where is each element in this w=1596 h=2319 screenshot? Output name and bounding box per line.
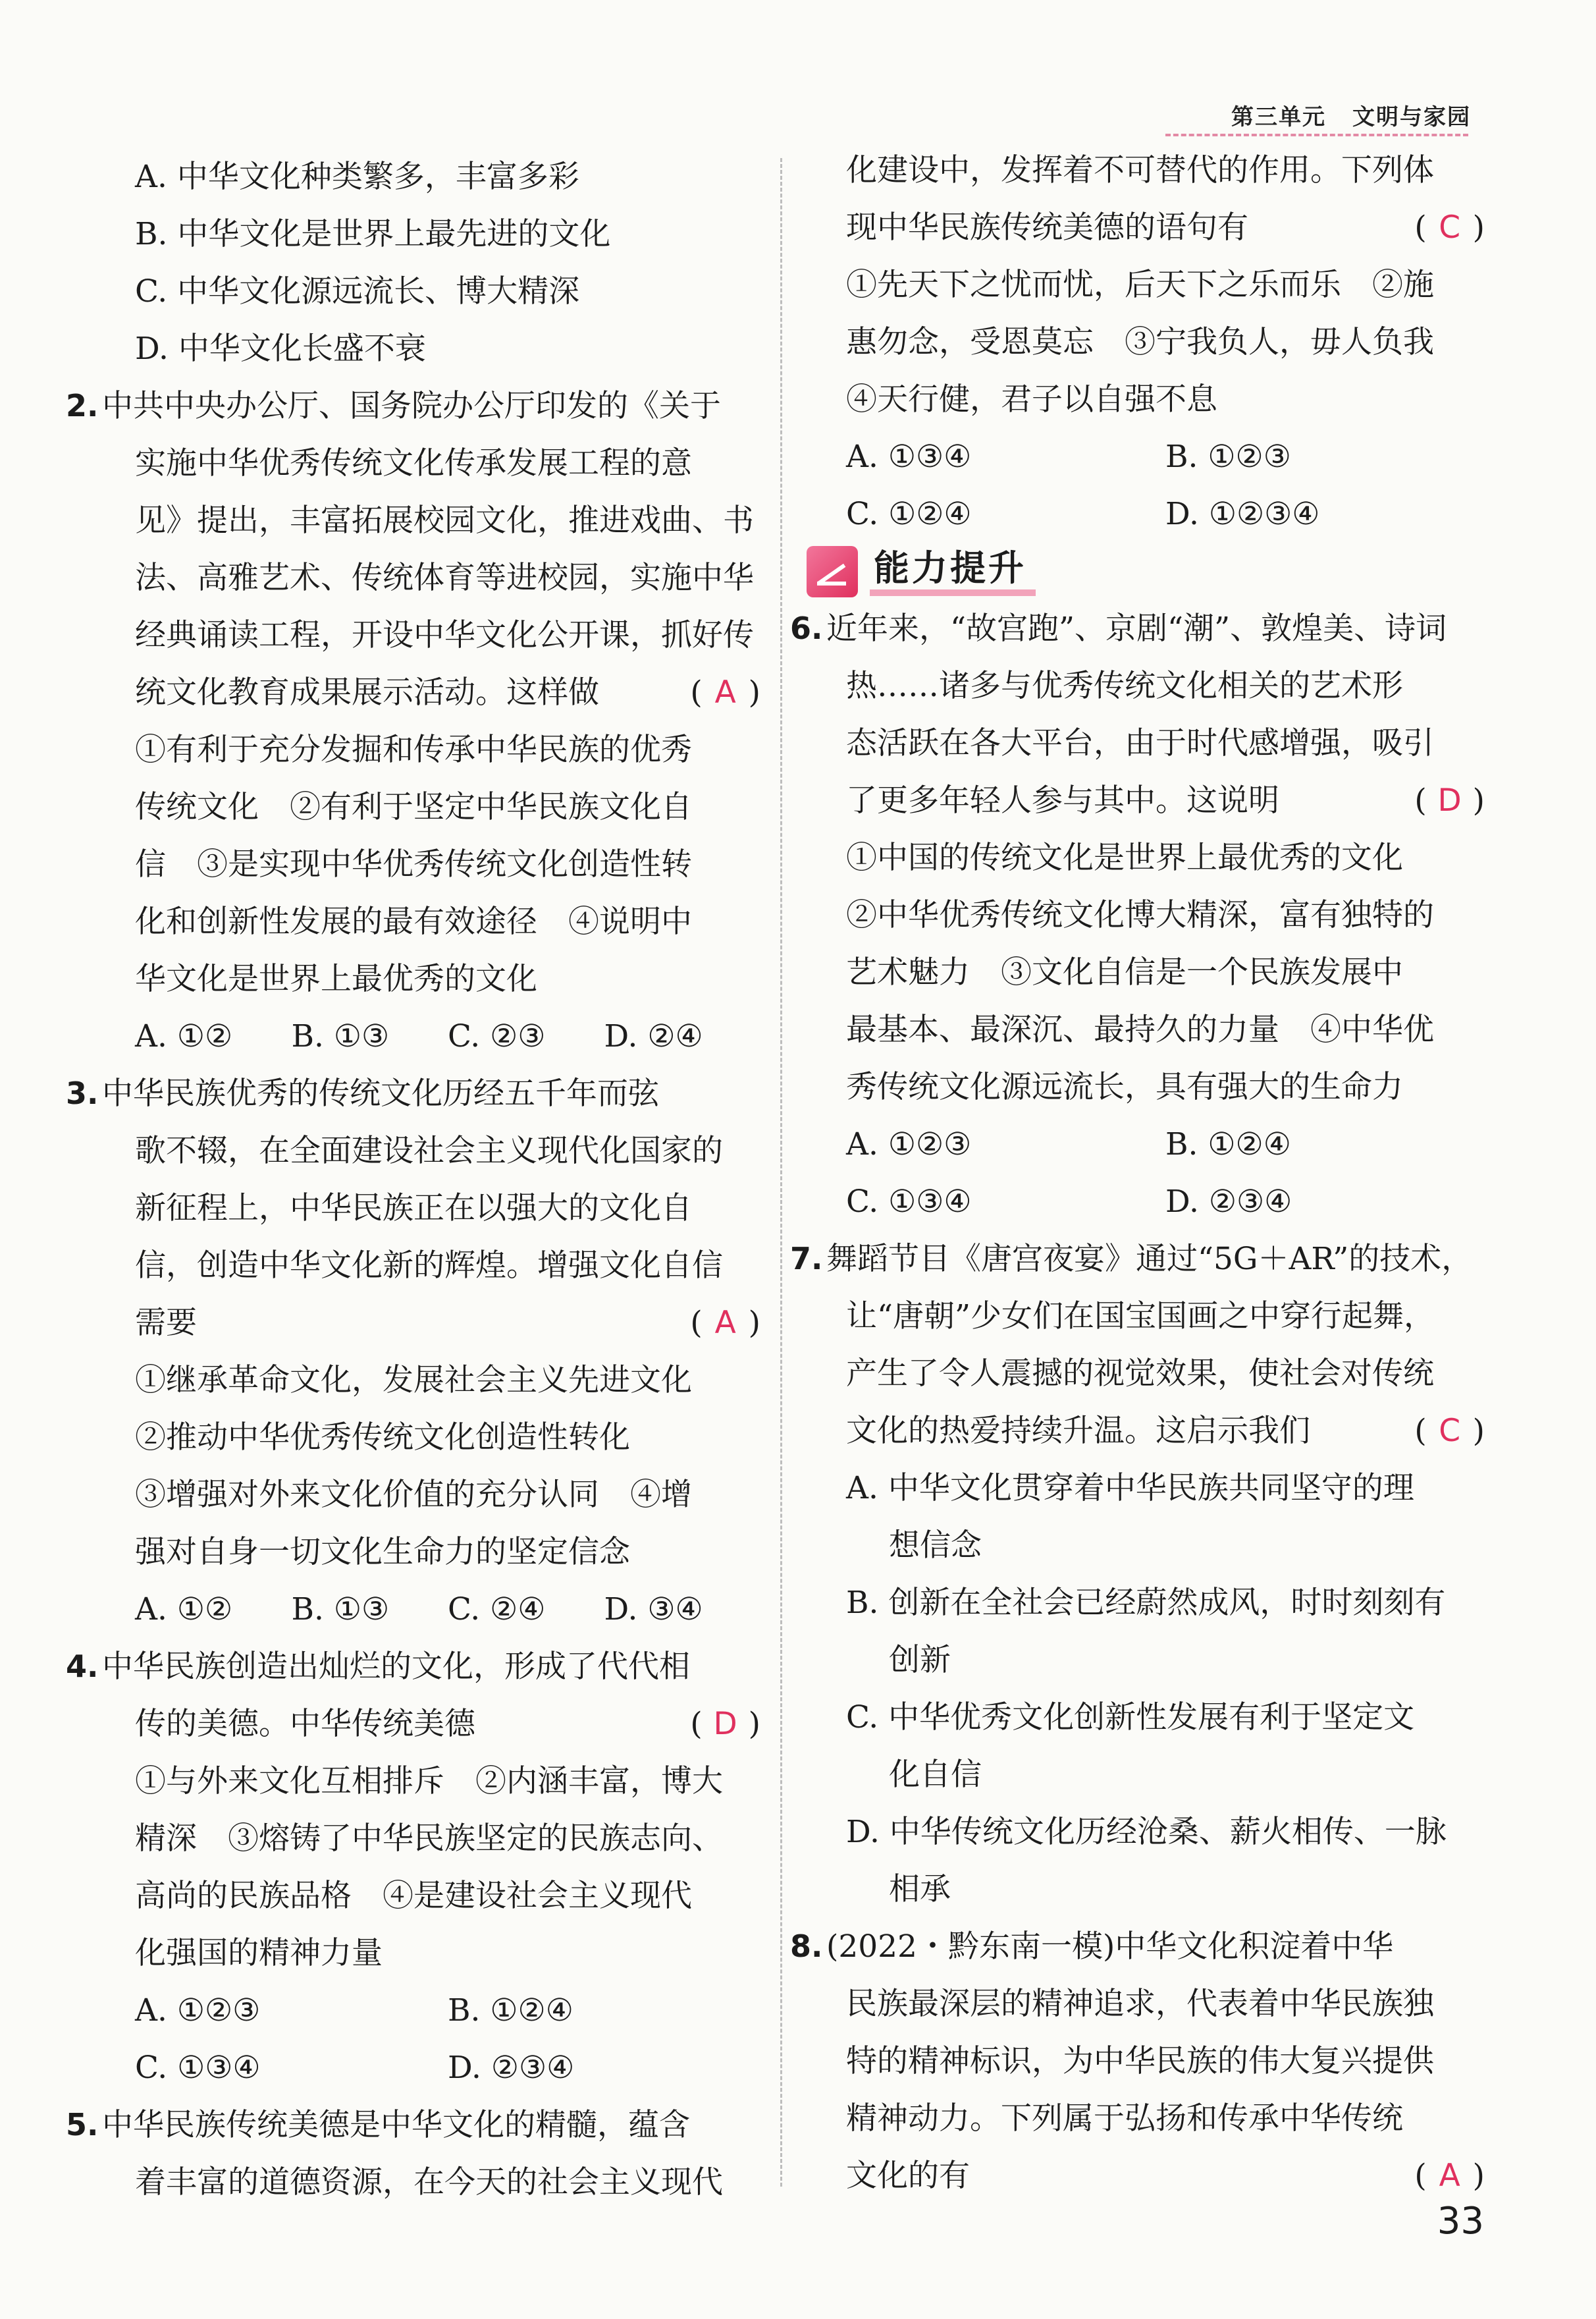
answer-option: A. ①②③ xyxy=(846,1126,972,1162)
line-text: 态活跃在各大平台，由于时代感增强，吸引 xyxy=(846,725,1434,761)
text-line xyxy=(826,944,1485,1001)
answer-options-row xyxy=(102,1581,760,1638)
line-text: C. 中华文化源远流长、博大精深 xyxy=(135,273,580,310)
question-text: 舞蹈节目《唐宫夜宴》通过“5G＋AR”的技术， xyxy=(826,1241,1473,1277)
line-text: 现中华民族传统美德的语句有 xyxy=(846,209,1248,246)
text-line xyxy=(102,2154,760,2211)
answer-option: B. ①②④ xyxy=(448,1992,573,2029)
pencil-icon xyxy=(807,546,858,597)
question-stem-line xyxy=(66,1638,760,1695)
text-line xyxy=(826,829,1485,887)
line-text: 需要 xyxy=(135,1305,197,1341)
line-text: 了更多年轻人参与其中。这说明 xyxy=(846,782,1279,819)
answer-option: D. ①②③④ xyxy=(1165,496,1320,532)
line-text: 想信念 xyxy=(889,1527,982,1564)
text-line xyxy=(102,549,760,607)
answer-options-row xyxy=(826,428,1485,485)
unit-label: 第三单元 xyxy=(1231,104,1326,130)
line-text: 文化的热爱持续升温。这启示我们 xyxy=(846,1413,1310,1449)
text-line xyxy=(826,1631,1485,1689)
text-line xyxy=(826,199,1485,256)
line-text: ①继承革命文化，发展社会主义先进文化 xyxy=(135,1362,692,1398)
answer-letter: C xyxy=(1439,209,1461,246)
answer-option: B. ①②③ xyxy=(1165,439,1291,475)
answer-option-line xyxy=(102,263,760,320)
page-header xyxy=(1231,99,1471,131)
line-text: 惠勿念，受恩莫忘 ③宁我负人，毋人负我 xyxy=(846,324,1434,360)
line-text: ②推动中华优秀传统文化创造性转化 xyxy=(135,1419,630,1456)
answer-letter: A xyxy=(1439,2158,1460,2194)
line-text: D. 中华传统文化历经沧桑、薪火相传、一脉 xyxy=(846,1814,1447,1850)
line-text: B. 中华文化是世界上最先进的文化 xyxy=(135,216,611,252)
line-text: ①中国的传统文化是世界上最优秀的文化 xyxy=(846,840,1403,876)
line-text: ①有利于充分发掘和传承中华民族的优秀 xyxy=(135,732,692,768)
line-text: 传的美德。中华传统美德 xyxy=(135,1706,475,1742)
question-number: 4. xyxy=(66,1649,99,1684)
line-text: 化强国的精神力量 xyxy=(135,1935,383,1971)
answer-bracket: ( D ) xyxy=(690,1695,760,1753)
question-number: 6. xyxy=(790,611,823,646)
section-title: 能力提升 xyxy=(870,547,1036,596)
line-text: 信 ③是实现中华优秀传统文化创造性转 xyxy=(135,846,692,883)
answer-options-row xyxy=(102,1008,760,1065)
page-number: 33 xyxy=(1437,2200,1484,2243)
line-text: 精深 ③熔铸了中华民族坚定的民族志向、 xyxy=(135,1820,723,1857)
line-text: 统文化教育成果展示活动。这样做 xyxy=(135,674,599,711)
answer-option: C. ①③④ xyxy=(846,1184,972,1220)
text-line xyxy=(102,836,760,893)
line-text: 产生了令人震撼的视觉效果，使社会对传统 xyxy=(846,1355,1434,1392)
text-line xyxy=(102,1294,760,1351)
question-text: 中共中央办公厅、国务院办公厅印发的《关于 xyxy=(102,388,721,424)
answer-options-row xyxy=(102,1982,760,2039)
text-line xyxy=(826,2033,1485,2090)
answer-option: A. ①② xyxy=(135,1018,233,1054)
answer-letter: C xyxy=(1439,1413,1461,1449)
line-text: ③增强对外来文化价值的充分认同 ④增 xyxy=(135,1477,692,1513)
text-line xyxy=(102,778,760,836)
line-text: 化自信 xyxy=(889,1757,982,1793)
answer-option: C. ②④ xyxy=(448,1591,546,1627)
column-divider xyxy=(780,158,782,2187)
answer-options-row xyxy=(826,1173,1485,1230)
answer-options-row xyxy=(826,1116,1485,1173)
question-stem-line xyxy=(790,600,1485,657)
text-line xyxy=(826,314,1485,371)
answer-option: B. ①②④ xyxy=(1165,1126,1291,1162)
text-line xyxy=(826,1288,1485,1345)
question-text: 近年来，“故宫跑”、京剧“潮”、敦煌美、诗词 xyxy=(826,611,1447,647)
text-line xyxy=(102,1351,760,1409)
text-line xyxy=(826,2090,1485,2147)
text-line xyxy=(826,142,1485,199)
answer-bracket: ( A ) xyxy=(690,664,760,721)
text-line xyxy=(102,1810,760,1867)
question-text: 中华民族创造出灿烂的文化，形成了代代相 xyxy=(102,1649,690,1685)
text-line xyxy=(102,893,760,950)
line-text: 见》提出，丰富拓展校园文化，推进戏曲、书 xyxy=(135,503,754,539)
line-text: 信，创造中华文化新的辉煌。增强文化自信 xyxy=(135,1247,723,1284)
question-number: 8. xyxy=(790,1928,823,1964)
text-line xyxy=(826,1517,1485,1574)
text-line xyxy=(826,1803,1485,1861)
answer-letter: A xyxy=(714,674,736,711)
line-text: 华文化是世界上最优秀的文化 xyxy=(135,961,537,997)
text-line xyxy=(826,1345,1485,1402)
text-line xyxy=(102,1753,760,1810)
section-banner xyxy=(807,543,1485,600)
answer-letter: D xyxy=(1437,782,1462,819)
line-text: A. 中华文化种类繁多，丰富多彩 xyxy=(135,159,579,195)
answer-option: D. ②③④ xyxy=(1165,1184,1292,1220)
answer-option: B. ①③ xyxy=(291,1018,390,1054)
text-line xyxy=(826,1402,1485,1460)
text-line xyxy=(826,1975,1485,2033)
line-text: 热……诸多与优秀传统文化相关的艺术形 xyxy=(846,668,1403,704)
question-stem-line xyxy=(790,1918,1485,1975)
answer-bracket: ( C ) xyxy=(1414,199,1485,256)
answer-bracket: ( C ) xyxy=(1414,1402,1485,1460)
header-divider xyxy=(1165,134,1468,136)
text-line xyxy=(826,1861,1485,1918)
text-line xyxy=(826,1058,1485,1116)
question-number: 7. xyxy=(790,1241,823,1276)
text-line xyxy=(826,256,1485,314)
text-line xyxy=(102,1523,760,1581)
answer-option-line xyxy=(102,320,760,377)
answer-letter: A xyxy=(714,1305,736,1341)
answer-option: D. ②④ xyxy=(604,1018,703,1054)
text-line xyxy=(826,371,1485,428)
answer-option: D. ③④ xyxy=(604,1591,703,1627)
left-column xyxy=(66,148,760,2211)
text-line xyxy=(102,721,760,778)
line-text: D. 中华文化长盛不衰 xyxy=(135,331,426,367)
text-line xyxy=(102,1180,760,1237)
line-text: 经典诵读工程，开设中华文化公开课，抓好传 xyxy=(135,617,754,653)
text-line xyxy=(102,607,760,664)
answer-option-line xyxy=(102,148,760,205)
line-text: 特的精神标识，为中华民族的伟大复兴提供 xyxy=(846,2043,1434,2079)
text-line xyxy=(826,657,1485,715)
line-text: 传统文化 ②有利于坚定中华民族文化自 xyxy=(135,789,692,825)
question-number: 2. xyxy=(66,388,99,423)
answer-bracket: ( A ) xyxy=(1414,2147,1485,2204)
unit-title: 文明与家园 xyxy=(1352,104,1471,130)
line-text: 新征程上，中华民族正在以强大的文化自 xyxy=(135,1190,692,1226)
answer-option: C. ②③ xyxy=(448,1018,546,1054)
answer-option: B. ①③ xyxy=(291,1591,390,1627)
line-text: 法、高雅艺术、传统体育等进校园，实施中华 xyxy=(135,560,754,596)
text-line xyxy=(826,2147,1485,2204)
line-text: 秀传统文化源远流长，具有强大的生命力 xyxy=(846,1069,1403,1105)
text-line xyxy=(102,492,760,549)
line-text: ①与外来文化互相排斥 ②内涵丰富，博大 xyxy=(135,1763,723,1799)
text-line xyxy=(826,1689,1485,1746)
answer-options-row xyxy=(102,2039,760,2096)
question-stem-line xyxy=(790,1230,1485,1288)
line-text: 相承 xyxy=(889,1871,951,1907)
text-line xyxy=(826,772,1485,829)
question-text: 中华民族优秀的传统文化历经五千年而弦 xyxy=(102,1076,659,1112)
text-line xyxy=(102,1466,760,1523)
text-line xyxy=(102,435,760,492)
question-stem-line xyxy=(66,2096,760,2154)
text-line xyxy=(102,1867,760,1924)
line-text: 精神动力。下列属于弘扬和传承中华传统 xyxy=(846,2100,1403,2137)
line-text: ④天行健，君子以自强不息 xyxy=(846,381,1217,418)
line-text: 艺术魅力 ③文化自信是一个民族发展中 xyxy=(846,954,1403,991)
answer-option-line xyxy=(102,205,760,263)
line-text: 让“唐朝”少女们在国宝国画之中穿行起舞， xyxy=(846,1298,1435,1334)
line-text: ②中华优秀传统文化博大精深，富有独特的 xyxy=(846,897,1434,933)
text-line xyxy=(826,1746,1485,1803)
answer-option: A. ①② xyxy=(135,1591,233,1627)
question-text: (2022・黔东南一模)中华文化积淀着中华 xyxy=(826,1928,1394,1965)
line-text: 高尚的民族品格 ④是建设社会主义现代 xyxy=(135,1878,692,1914)
text-line xyxy=(102,950,760,1008)
text-line xyxy=(826,1574,1485,1631)
answer-options-row xyxy=(826,485,1485,543)
answer-letter: D xyxy=(713,1706,737,1742)
line-text: 民族最深层的精神追求，代表着中华民族独 xyxy=(846,1986,1434,2022)
line-text: C. 中华优秀文化创新性发展有利于坚定文 xyxy=(846,1699,1415,1735)
line-text: ①先天下之忧而忧，后天下之乐而乐 ②施 xyxy=(846,267,1434,303)
text-line xyxy=(826,887,1485,944)
question-stem-line xyxy=(66,1065,760,1122)
question-stem-line xyxy=(66,377,760,435)
line-text: 最基本、最深沉、最持久的力量 ④中华优 xyxy=(846,1012,1434,1048)
text-line xyxy=(102,664,760,721)
line-text: 强对自身一切文化生命力的坚定信念 xyxy=(135,1534,630,1570)
text-line xyxy=(102,1409,760,1466)
line-text: 着丰富的道德资源，在今天的社会主义现代 xyxy=(135,2164,723,2200)
question-number: 3. xyxy=(66,1076,99,1111)
answer-option: C. ①②④ xyxy=(846,496,972,532)
answer-option: C. ①③④ xyxy=(135,2050,261,2086)
text-line xyxy=(102,1122,760,1180)
line-text: 化和创新性发展的最有效途径 ④说明中 xyxy=(135,904,692,940)
line-text: 化建设中，发挥着不可替代的作用。下列体 xyxy=(846,152,1434,188)
line-text: 歌不辍，在全面建设社会主义现代化国家的 xyxy=(135,1133,723,1169)
text-line xyxy=(826,1001,1485,1058)
text-line xyxy=(826,715,1485,772)
question-number: 5. xyxy=(66,2107,99,2142)
text-line xyxy=(102,1237,760,1294)
line-text: 文化的有 xyxy=(846,2158,970,2194)
line-text: B. 创新在全社会已经蔚然成风，时时刻刻有 xyxy=(846,1585,1446,1621)
line-text: 创新 xyxy=(889,1642,951,1678)
right-column xyxy=(790,142,1485,2204)
text-line xyxy=(826,1460,1485,1517)
line-text: A. 中华文化贯穿着中华民族共同坚守的理 xyxy=(846,1470,1414,1506)
line-text: 实施中华优秀传统文化传承发展工程的意 xyxy=(135,445,692,481)
question-text: 中华民族传统美德是中华文化的精髓，蕴含 xyxy=(102,2107,690,2143)
answer-option: A. ①③④ xyxy=(846,439,972,475)
text-line xyxy=(102,1695,760,1753)
answer-bracket: ( D ) xyxy=(1414,772,1485,829)
answer-bracket: ( A ) xyxy=(690,1294,760,1351)
text-line xyxy=(102,1924,760,1982)
answer-option: A. ①②③ xyxy=(135,1992,261,2029)
answer-option: D. ②③④ xyxy=(448,2050,575,2086)
